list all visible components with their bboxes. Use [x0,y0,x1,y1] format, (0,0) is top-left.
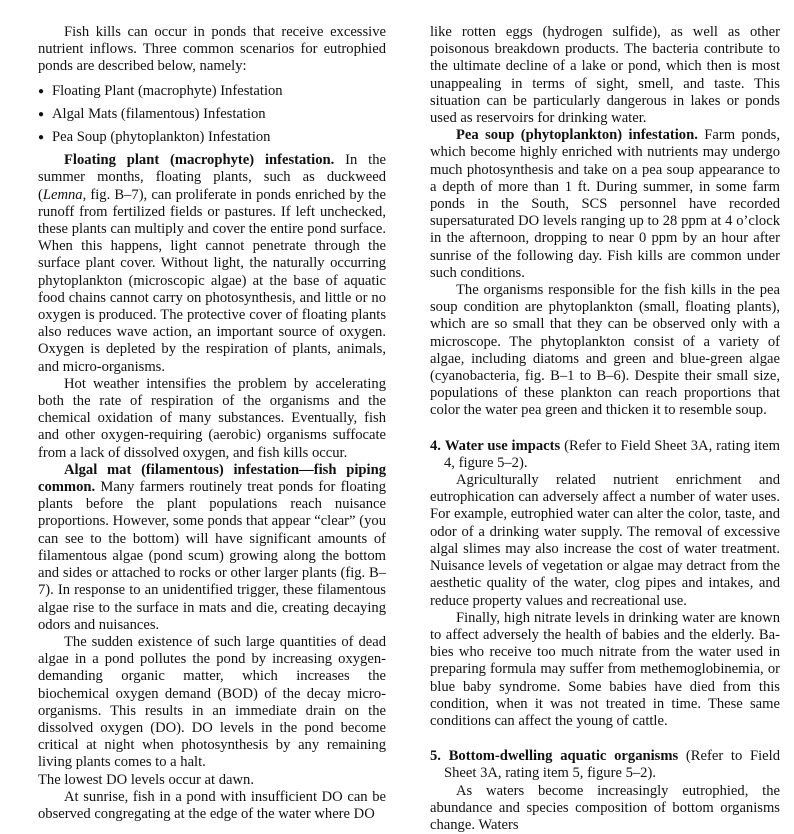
water-use-paragraph: Agriculturally related nutrient enrichment and eutrophication can adversely affect a number of water uses. For example, eutrophied water can alter the color, taste, and odor of a drinking water supply. The removal of excessive algal slimes may also increase the cost of water treatment. Nuisance levels of vegetation or algae may detract from the aesthetic quality of the water, clog pipes and intakes, and reduce property values and recreational use. [430,472,780,609]
nitrate-paragraph: Finally, high nitrate levels in drinking water are known to affect adversely the health of babies and the elderly. Babies who receive too much nitrate from the water used in preparing formula may suffer from methemoglobinemia, or blue baby syndrome. Some babies have died from this condition, when it was not treated in time. These same conditions can affect the young of cattle. [430,609,780,729]
scenario-item: ● Pea Soup (phytoplankton) Infestation [38,129,386,146]
algal-mat-heading: Algal mat (filamentous) infestation—fish piping common. [38,461,386,496]
pea-soup-heading: Pea soup (phytoplankton) infestation. [456,127,698,144]
floating-plant-text-a: In the summer months, floating plants, such as duckweed ( [38,152,386,203]
continued-paragraph: like rotten eggs (hydrogen sulfide), as well as other poisonous breakdown products. The bacteria contribute to the ultimate decline of a lake or pond, which then is most unappealing in terms of sight, smell, and taste. This situation can be particularly dangerous in lakes or ponds used as reservoirs for drinking water. [430,24,780,127]
water-use-reference: (Refer to Field Sheet 3A, rating item 4, figure 5–2). [444,437,781,471]
lemna-italic: Lemna [42,186,83,203]
bottom-organisms-reference: (Refer to Field Sheet 3A, rating item 5, figure 5–2). [444,748,780,782]
hot-weather-paragraph: Hot weather intensifies the problem by accelerating both the rate of respiration of the organisms and the chemical oxidation of many substances. Eventually, fish and other oxygen-requiring (aerobic) organisms suffocate from a lack of dissolved oxygen, and fish kills occur. [38,375,386,461]
bottom-organisms-heading: Bottom-dwelling aquatic organisms [448,748,679,765]
sunrise-paragraph: At sunrise, fish in a pond with insufficient DO can be observed congregating at the edge of the water where DO [38,788,386,822]
floating-plant-heading: Floating plant (macrophyte) infestation. [64,152,335,169]
scenario-item: ● Algal Mats (filamentous) Infestation [38,106,386,123]
water-use-heading-line [430,438,780,472]
bottom-organisms-heading-line [430,748,780,782]
intro-paragraph: Fish kills can occur in ponds that receive excessive nutrient inflows. Three common scenarios for eutrophied ponds are described below, namely: [38,24,386,75]
algal-mat-text: Many farmers routinely treat ponds for floating plants before the plant populations reach nuisance proportions. However, some ponds that appear “clear” (you can see to the bottom) will have significant amounts of filamentous algae (pond scum) growing along the bottom and sides or attached to rocks or other larger plants (fig. B–7). In response to an unidentified trigger, these filamentous algae rise to the surface in mats and die, creating decaying odors and nuisances. [38,479,386,633]
floating-plant-text-b: , fig. B–7), can proliferate in ponds enriched by the runoff from fertilized fields or pastures. If left unchecked, these plants can multiply and cover the entire pond surface. When this happens, light cannot penetrate through the surface plant cover. Without light, the naturally occurring phytoplankton (microscopic algae) at the base of aquatic food chains cannot carry on photosynthesis, and little or no oxygen is produced. The protective cover of floating plants also reduces wave action, an important source of oxygen. Oxygen is depleted by the respiration of plants, animals, and micro-organisms. [38,186,386,375]
water-use-number: 4. [430,437,441,454]
pea-soup-paragraph [430,127,780,282]
water-use-heading: Water use impacts [444,437,561,454]
right-column [430,0,780,834]
sudden-existence-paragraph: The sudden existence of such large quantities of dead algae in a pond pollutes the pond by increasing oxygen-demanding organic matter, which increases the biochemical oxygen demand (BOD) of the decay micro-organisms. This results in an immediate drain on the dissolved oxygen (DO). DO levels in the pond become critical at night when photosynthesis by any remaining living plants comes to a halt. [38,633,386,771]
scenario-item: ● Floating Plant (macrophyte) Infestation [38,83,386,100]
algal-mat-paragraph [38,462,386,634]
bottom-organisms-paragraph: As waters become increasingly eutrophied, the abundance and species composition of bottom organisms change. Waters [430,782,780,833]
organisms-paragraph: The organisms responsible for the fish kills in the pea soup condition are phytoplankton (small, floating plants), which are so small that they can be observed only with a microscope. The phytoplankton consist of a variety of algae, including diatoms and green and blue-green algae (cyanobacteria, fig. B–1 to B–6). Despite their small size, populations of these plankton can reach proportions that color the water pea green and thicken it to resemble soup. [430,282,780,419]
left-column [38,0,386,823]
lowest-do-line: The lowest DO levels occur at dawn. [38,771,254,788]
pea-soup-text: Farm ponds, which become highly enriched with nutrients may undergo much photosynthesis and take on a pea soup appearance to a depth of more than 1 ft. During summer, in some farm ponds in the South, SCS personnel have recorded supersaturated DO levels ranging up to 28 ppm at 4 o’clock in the afternoon, dropping to near 0 ppm by an hour after sunrise of the following day. Fish kills are common under such conditions. [430,127,780,281]
scenario-list [38,83,386,147]
floating-plant-paragraph [38,152,386,376]
bottom-organisms-number: 5. [430,748,441,765]
